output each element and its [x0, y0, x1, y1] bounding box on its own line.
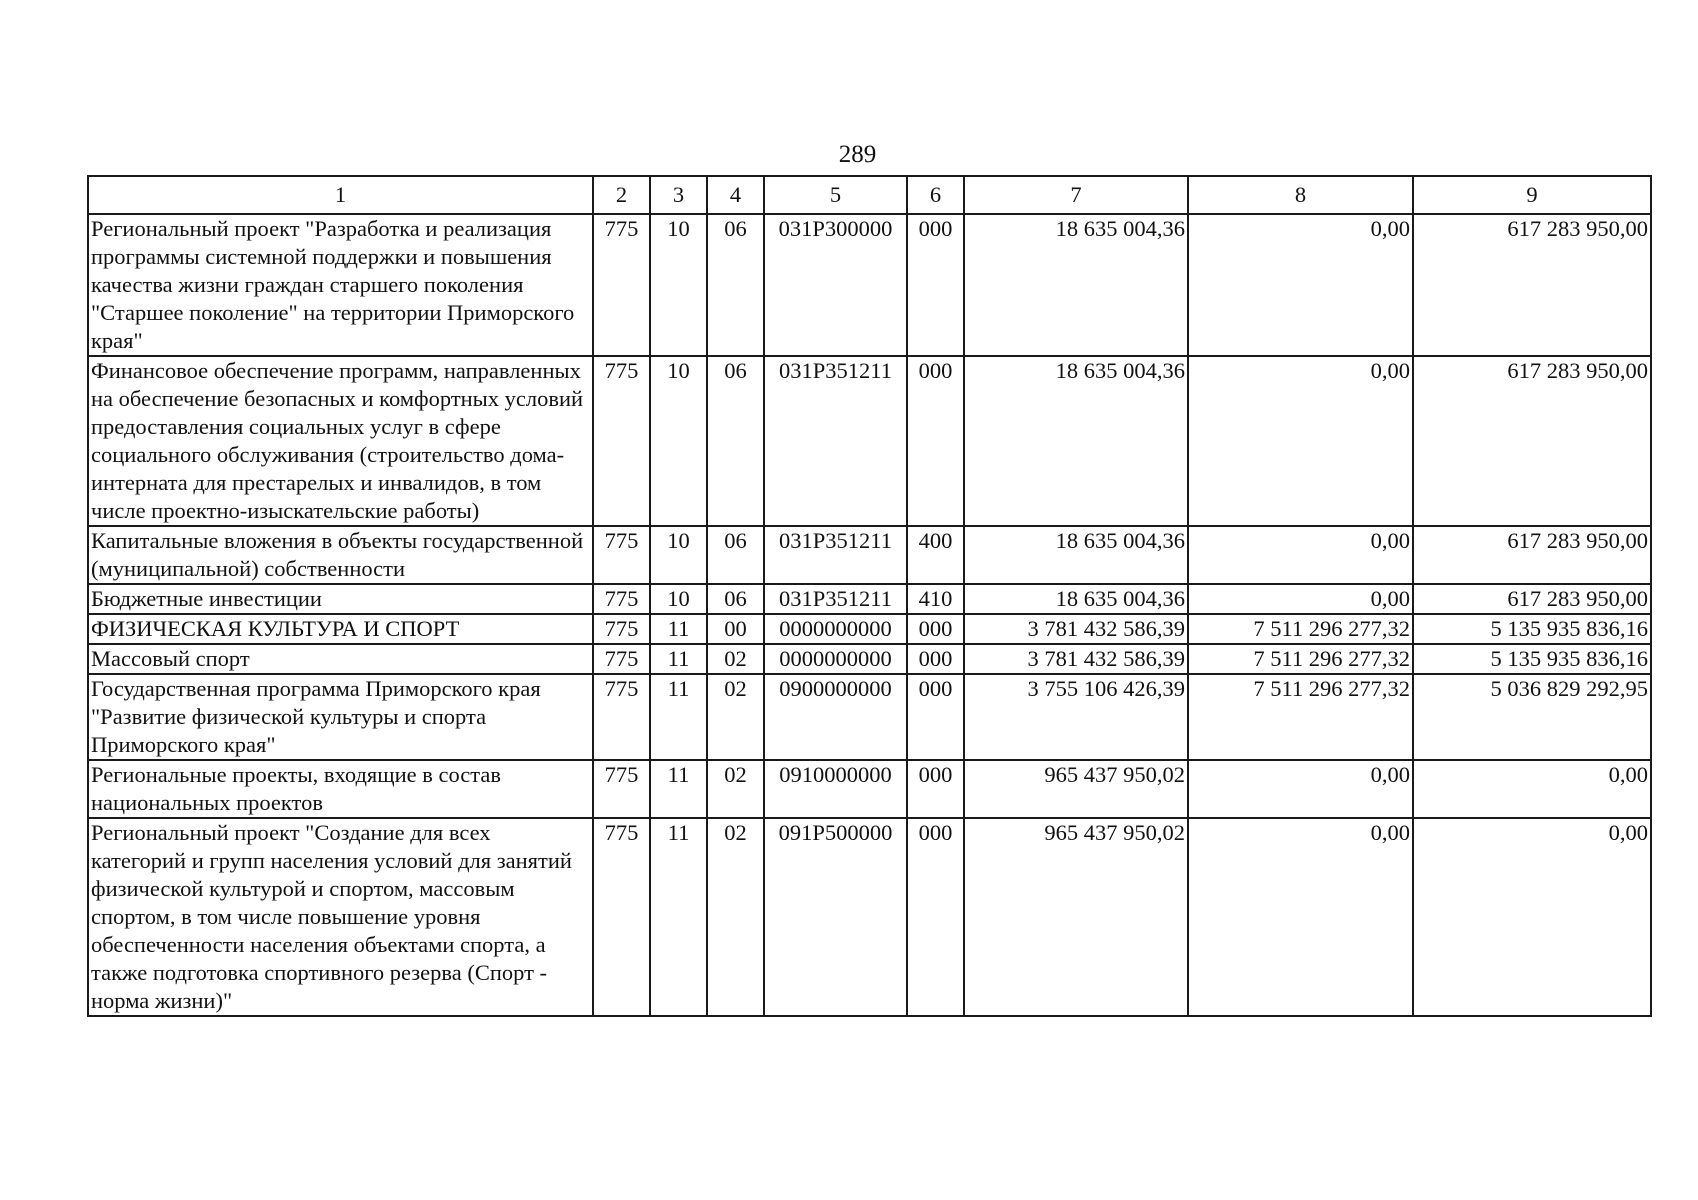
item-name: ФИЗИЧЕСКАЯ КУЛЬТУРА И СПОРТ — [88, 614, 593, 644]
column-header: 2 — [593, 176, 650, 214]
admin-code: 775 — [593, 214, 650, 356]
section-code: 11 — [650, 614, 707, 644]
amount-col8: 0,00 — [1188, 584, 1413, 614]
admin-code: 775 — [593, 356, 650, 526]
amount-col9: 617 283 950,00 — [1413, 584, 1651, 614]
column-header: 4 — [707, 176, 764, 214]
section-code: 10 — [650, 526, 707, 584]
target-article-code: 031P351211 — [764, 526, 907, 584]
expense-type-code: 000 — [907, 214, 964, 356]
subsection-code: 02 — [707, 644, 764, 674]
subsection-code: 02 — [707, 674, 764, 760]
table-row — [88, 356, 1651, 526]
amount-col7: 3 781 432 586,39 — [964, 644, 1188, 674]
table-row — [88, 644, 1651, 674]
item-name: Массовый спорт — [88, 644, 593, 674]
admin-code: 775 — [593, 614, 650, 644]
amount-col9: 617 283 950,00 — [1413, 214, 1651, 356]
amount-col7: 18 635 004,36 — [964, 584, 1188, 614]
admin-code: 775 — [593, 818, 650, 1016]
subsection-code: 06 — [707, 356, 764, 526]
column-header: 6 — [907, 176, 964, 214]
amount-col8: 7 511 296 277,32 — [1188, 614, 1413, 644]
section-code: 11 — [650, 674, 707, 760]
target-article-code: 0000000000 — [764, 644, 907, 674]
item-name: Финансовое обеспечение программ, направленных на обеспечение безопасных и комфортных условий предоставления социальных услуг в сфере социального обслуживания (строительство дома-интерната для престарелых и инвалидов, в том числе проектно-изыскательские работы) — [88, 356, 593, 526]
subsection-code: 00 — [707, 614, 764, 644]
target-article-code: 031P351211 — [764, 584, 907, 614]
amount-col8: 7 511 296 277,32 — [1188, 644, 1413, 674]
expense-type-code: 000 — [907, 644, 964, 674]
amount-col9: 617 283 950,00 — [1413, 526, 1651, 584]
column-header: 3 — [650, 176, 707, 214]
amount-col7: 3 781 432 586,39 — [964, 614, 1188, 644]
table-row — [88, 818, 1651, 1016]
column-header: 8 — [1188, 176, 1413, 214]
amount-col7: 965 437 950,02 — [964, 760, 1188, 818]
budget-table — [87, 175, 1652, 1017]
section-code: 11 — [650, 760, 707, 818]
target-article-code: 031P300000 — [764, 214, 907, 356]
amount-col9: 617 283 950,00 — [1413, 356, 1651, 526]
expense-type-code: 000 — [907, 356, 964, 526]
column-header: 9 — [1413, 176, 1651, 214]
amount-col9: 5 036 829 292,95 — [1413, 674, 1651, 760]
subsection-code: 06 — [707, 526, 764, 584]
item-name: Региональные проекты, входящие в состав национальных проектов — [88, 760, 593, 818]
section-code: 10 — [650, 356, 707, 526]
admin-code: 775 — [593, 526, 650, 584]
column-header: 5 — [764, 176, 907, 214]
item-name: Бюджетные инвестиции — [88, 584, 593, 614]
amount-col8: 0,00 — [1188, 214, 1413, 356]
table-row — [88, 214, 1651, 356]
amount-col7: 965 437 950,02 — [964, 818, 1188, 1016]
amount-col7: 3 755 106 426,39 — [964, 674, 1188, 760]
amount-col8: 0,00 — [1188, 526, 1413, 584]
table-row — [88, 584, 1651, 614]
column-number-row — [88, 176, 1651, 214]
subsection-code: 02 — [707, 818, 764, 1016]
section-code: 10 — [650, 584, 707, 614]
item-name: Капитальные вложения в объекты государственной (муниципальной) собственности — [88, 526, 593, 584]
expense-type-code: 400 — [907, 526, 964, 584]
expense-type-code: 410 — [907, 584, 964, 614]
expense-type-code: 000 — [907, 760, 964, 818]
amount-col9: 0,00 — [1413, 818, 1651, 1016]
target-article-code: 0910000000 — [764, 760, 907, 818]
column-header: 1 — [88, 176, 593, 214]
subsection-code: 06 — [707, 584, 764, 614]
amount-col7: 18 635 004,36 — [964, 356, 1188, 526]
amount-col8: 0,00 — [1188, 760, 1413, 818]
amount-col8: 7 511 296 277,32 — [1188, 674, 1413, 760]
amount-col7: 18 635 004,36 — [964, 526, 1188, 584]
admin-code: 775 — [593, 644, 650, 674]
expense-type-code: 000 — [907, 674, 964, 760]
amount-col9: 0,00 — [1413, 760, 1651, 818]
amount-col8: 0,00 — [1188, 818, 1413, 1016]
expense-type-code: 000 — [907, 614, 964, 644]
admin-code: 775 — [593, 584, 650, 614]
target-article-code: 0900000000 — [764, 674, 907, 760]
item-name: Государственная программа Приморского края "Развитие физической культуры и спорта Приморского края" — [88, 674, 593, 760]
table-row — [88, 526, 1651, 584]
section-code: 10 — [650, 214, 707, 356]
column-header: 7 — [964, 176, 1188, 214]
amount-col8: 0,00 — [1188, 356, 1413, 526]
table-row — [88, 760, 1651, 818]
target-article-code: 031P351211 — [764, 356, 907, 526]
table-row — [88, 614, 1651, 644]
admin-code: 775 — [593, 760, 650, 818]
section-code: 11 — [650, 644, 707, 674]
amount-col9: 5 135 935 836,16 — [1413, 644, 1651, 674]
subsection-code: 02 — [707, 760, 764, 818]
amount-col7: 18 635 004,36 — [964, 214, 1188, 356]
item-name: Региональный проект "Создание для всех категорий и групп населения условий для занятий физической культурой и спортом, массовым спортом, в том числе повышение уровня обеспеченности населения объектами спорта, а также подготовка спортивного резерва (Спорт - норма жизни)" — [88, 818, 593, 1016]
subsection-code: 06 — [707, 214, 764, 356]
target-article-code: 0000000000 — [764, 614, 907, 644]
expense-type-code: 000 — [907, 818, 964, 1016]
page-number: 289 — [838, 141, 877, 168]
section-code: 11 — [650, 818, 707, 1016]
item-name: Региональный проект "Разработка и реализация программы системной поддержки и повышения качества жизни граждан старшего поколения "Старшее поколение" на территории Приморского края" — [88, 214, 593, 356]
amount-col9: 5 135 935 836,16 — [1413, 614, 1651, 644]
target-article-code: 091P500000 — [764, 818, 907, 1016]
admin-code: 775 — [593, 674, 650, 760]
table-row — [88, 674, 1651, 760]
